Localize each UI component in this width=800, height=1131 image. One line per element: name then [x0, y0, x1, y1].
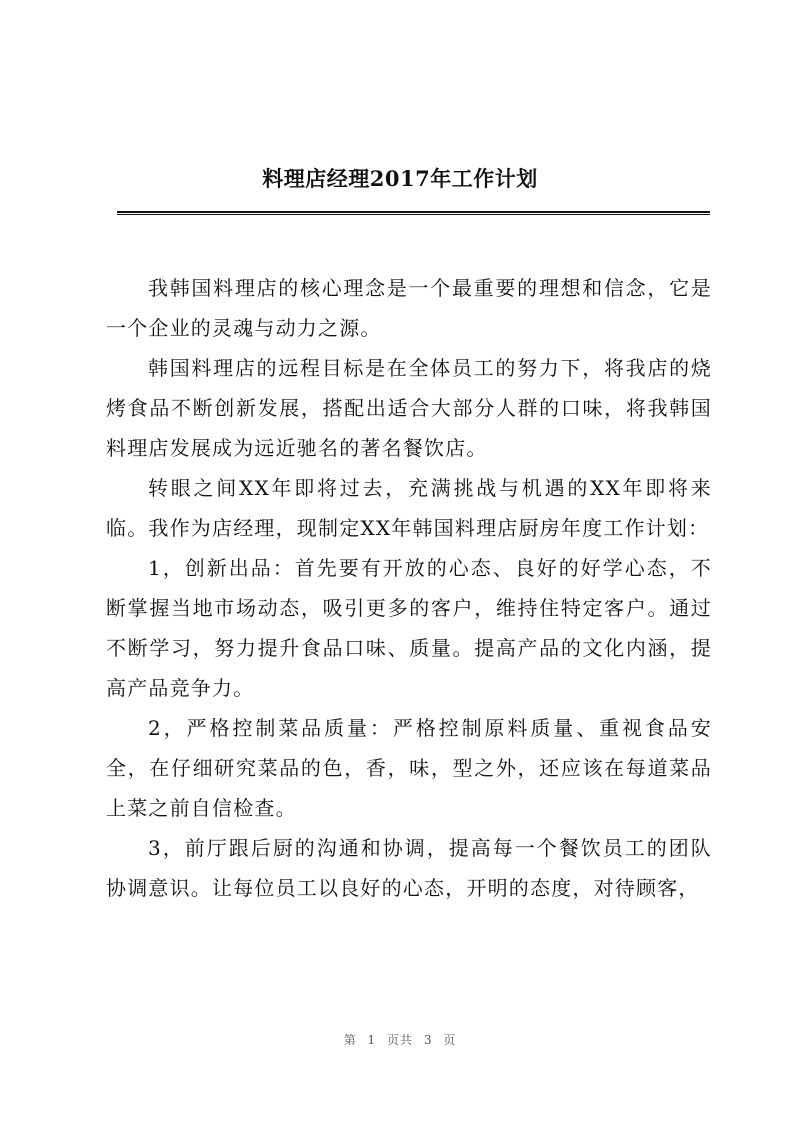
page-title: 料理店经理2017年工作计划 — [262, 166, 538, 191]
title-divider — [117, 211, 710, 215]
paragraph-item-quality-control: 2，严格控制菜品质量：严格控制原料质量、重视食品安全，在仔细研究菜品的色，香，味，型之外，还应该在每道菜品上菜之前自信检查。 — [106, 716, 712, 820]
paragraph-plan-intro: 转眼之间XX年即将过去，充满挑战与机遇的XX年即将来临。我作为店经理，现制定XX年韩国料理店厨房年度工作计划： — [106, 476, 712, 540]
paragraph-item-innovation: 1，创新出品：首先要有开放的心态、良好的好学心态，不断掌握当地市场动态，吸引更多的客户，维持住特定客户。通过不断学习，努力提升食品口味、质量。提高产品的文化内涵，提高产品竞争力。 — [106, 556, 712, 700]
paragraph-long-term-goal: 韩国料理店的远程目标是在全体员工的努力下，将我店的烧烤食品不断创新发展，搭配出适合大部分人群的口味，将我韩国料理店发展成为远近驰名的著名餐饮店。 — [106, 356, 712, 460]
paragraph-core-philosophy: 我韩国料理店的核心理念是一个最重要的理想和信念，它是一个企业的灵魂与动力之源。 — [106, 276, 712, 340]
page-number: 第 1 页共 3 页 — [343, 1033, 457, 1047]
paragraph-item-communication: 3，前厅跟后厨的沟通和协调，提高每一个餐饮员工的团队协调意识。让每位员工以良好的心态，开明的态度，对待顾客， — [106, 836, 712, 900]
document-body — [106, 268, 712, 908]
